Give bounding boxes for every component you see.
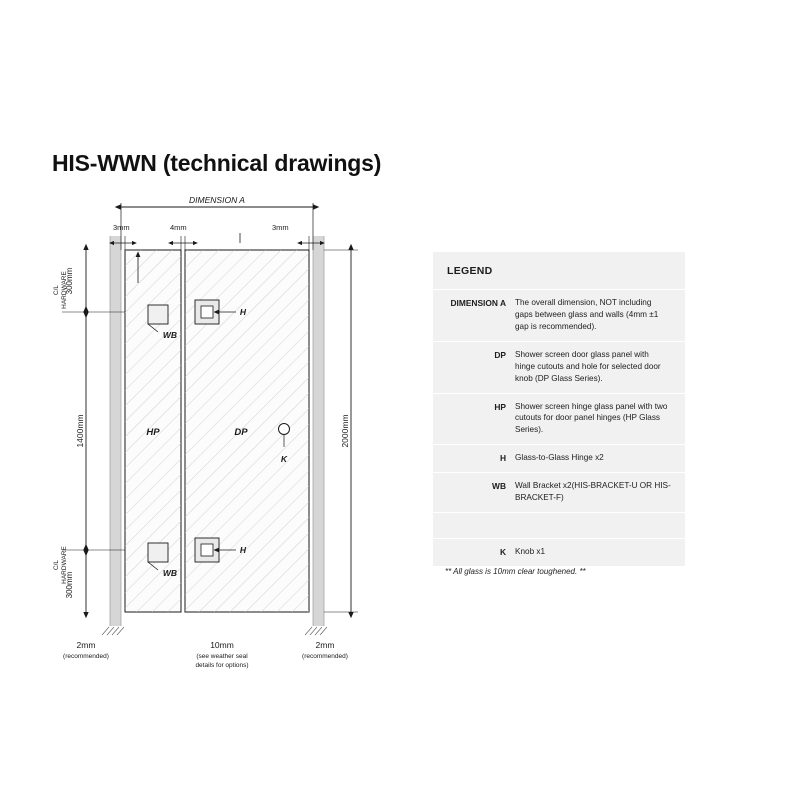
legend-desc: The overall dimension, NOT including gaps between glass and walls (4mm ±1 gap is recommended). [515,298,659,331]
svg-text:DIMENSION A: DIMENSION A [189,195,245,205]
svg-text:4mm: 4mm [170,223,187,232]
svg-text:HARDWARE: HARDWARE [61,271,68,309]
svg-text:(recommended): (recommended) [302,653,348,660]
svg-text:10mm: 10mm [210,640,234,650]
svg-text:(see weather seal: (see weather seal [196,653,248,660]
legend-note: ** All glass is 10mm clear toughened. ** [445,567,586,576]
svg-text:HARDWARE: HARDWARE [61,546,68,584]
legend-row-h [433,444,685,472]
svg-text:3mm: 3mm [272,223,289,232]
svg-text:300mm: 300mm [65,571,74,599]
legend-row-wb [433,472,685,512]
svg-text:WB: WB [162,330,178,340]
svg-text:(recommended): (recommended) [63,653,109,660]
svg-text:300mm: 300mm [65,267,74,295]
svg-text:H: H [239,545,247,555]
svg-text:C/L: C/L [53,559,60,571]
technical-drawing [40,195,420,685]
legend-row-dimension-a [433,289,685,341]
legend-key: H [499,453,506,464]
legend-row-dp [433,341,685,393]
label-dp: DP [234,427,248,438]
legend-row-k [433,538,685,566]
bottom-notes [63,640,348,669]
legend-desc: Glass-to-Glass Hinge x2 [515,453,604,463]
svg-text:C/L: C/L [53,284,60,296]
legend-desc: Shower screen hinge glass panel with two cutouts for door panel hinges (HP Glass Series). [515,401,668,435]
svg-text:3mm: 3mm [113,223,130,232]
svg-text:WB: WB [162,568,178,578]
legend-key-empty [443,520,515,530]
legend-panel [433,252,685,566]
svg-text:2000mm: 2000mm [340,414,350,448]
dimension-1400 [75,312,86,550]
svg-text:H: H [239,307,247,317]
legend-desc: Knob x1 [515,547,546,557]
label-hp: HP [146,427,160,438]
gap-dimensions [113,223,320,250]
legend-key: DP [494,349,506,360]
page-title: HIS-WWN (technical drawings) [52,150,382,176]
svg-text:2mm: 2mm [315,640,335,650]
legend-desc-empty [515,520,675,530]
svg-text:K: K [280,454,288,464]
dimension-2000 [324,250,358,612]
legend-title: LEGEND [447,265,493,277]
svg-text:details for options): details for options) [195,662,249,669]
legend-key: DIMENSION A [450,298,506,309]
floor-hatch [102,627,327,635]
svg-text:2mm: 2mm [76,640,96,650]
svg-text:1400mm: 1400mm [75,414,85,448]
legend-row-hp [433,393,685,445]
legend-key: WB [492,481,506,492]
legend-key: HP [494,401,506,412]
legend-desc: Wall Bracket x2(HIS-BRACKET-U OR HIS-BRACKET-F) [515,481,671,503]
wall-right [313,236,324,626]
wall-left [110,236,121,626]
legend-desc: Shower screen door glass panel with hinge cutouts and hole for selected door knob (DP Glass Series). [515,349,661,383]
legend-row-spacer [433,512,685,538]
legend-key: K [499,547,506,558]
